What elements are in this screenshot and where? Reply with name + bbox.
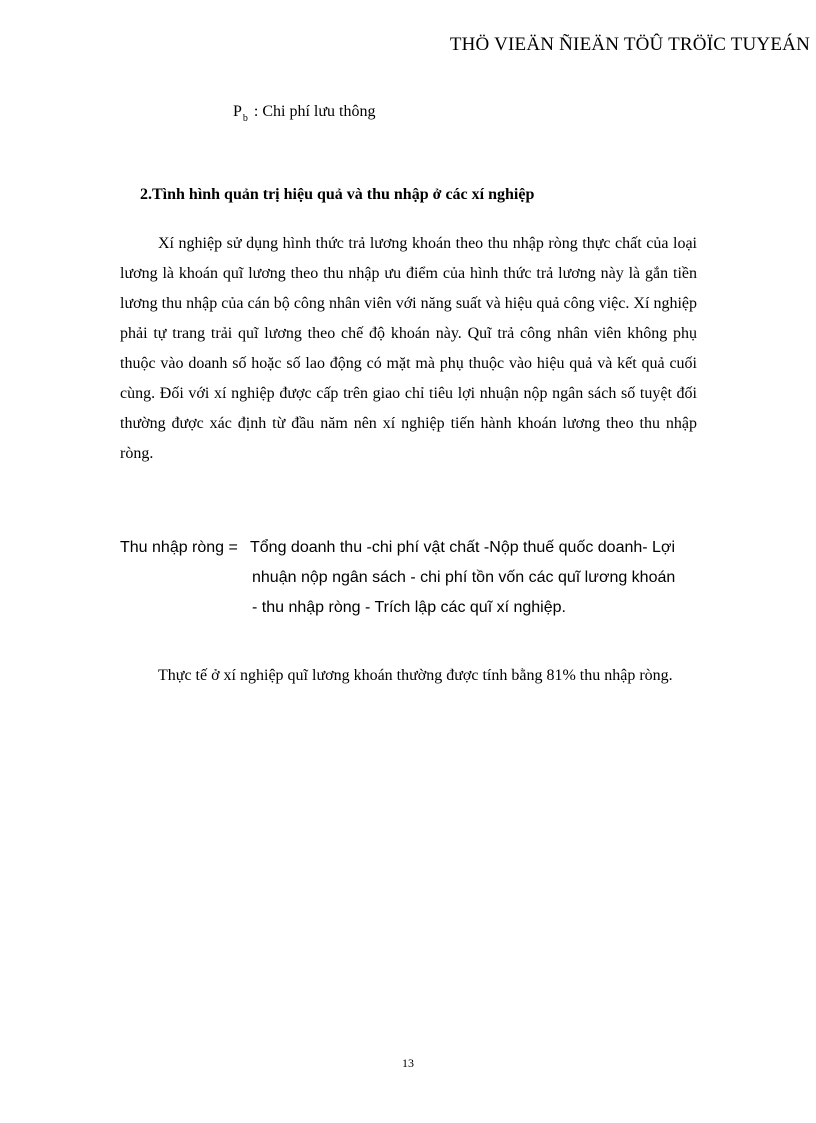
conclusion-paragraph: Thực tế ở xí nghiệp quĩ lương khoán thường được tính bằng 81% thu nhập ròng. <box>158 667 673 684</box>
definition-text: : Chi phí lưu thông <box>253 103 376 120</box>
body-paragraph: Xí nghiệp sử dụng hình thức trả lương khoán theo thu nhập ròng thực chất của loại lương là khoán quĩ lương theo thu nhập ưu điểm của hình thức trả lương này là gắn tiền lương thu nhập của cán bộ công nhân viên với năng suất và hiệu quả công việc. Xí nghiệp phải tự trang trải quĩ lương theo chế độ khoán này. Quĩ trả công nhân viên không phụ thuộc vào doanh số hoặc số lao động có mặt mà phụ thuộc vào hiệu quả và kết quả cuối cùng. Đối với xí nghiệp được cấp trên giao chỉ tiêu lợi nhuận nộp ngân sách số tuyệt đối thường được xác định từ đầu năm nên xí nghiệp tiến hành khoán lương theo thu nhập ròng. <box>120 235 697 462</box>
formula-line-1: Tổng doanh thu -chi phí vật chất -Nộp thuế quốc doanh- Lợi <box>250 539 675 556</box>
definition-line <box>233 103 376 124</box>
formula-line-2: nhuận nộp ngân sách - chi phí tồn vốn các quĩ lương khoán <box>252 569 676 586</box>
section-heading: 2.Tình hình quản trị hiệu quả và thu nhập ở các xí nghiệp <box>140 186 535 203</box>
page-number: 13 <box>402 1056 414 1070</box>
definition-subscript: b <box>242 113 248 124</box>
header-banner: THÖ VIEÄN ÑIEÄN TÖÛ TRÖÏC TUYEÁN <box>449 34 810 55</box>
definition-symbol: P <box>233 103 242 120</box>
formula-expression <box>250 533 700 623</box>
formula-line-3: - thu nhập ròng - Trích lập các quĩ xí nghiệp. <box>252 599 566 616</box>
formula-label: Thu nhập ròng = <box>120 539 238 556</box>
